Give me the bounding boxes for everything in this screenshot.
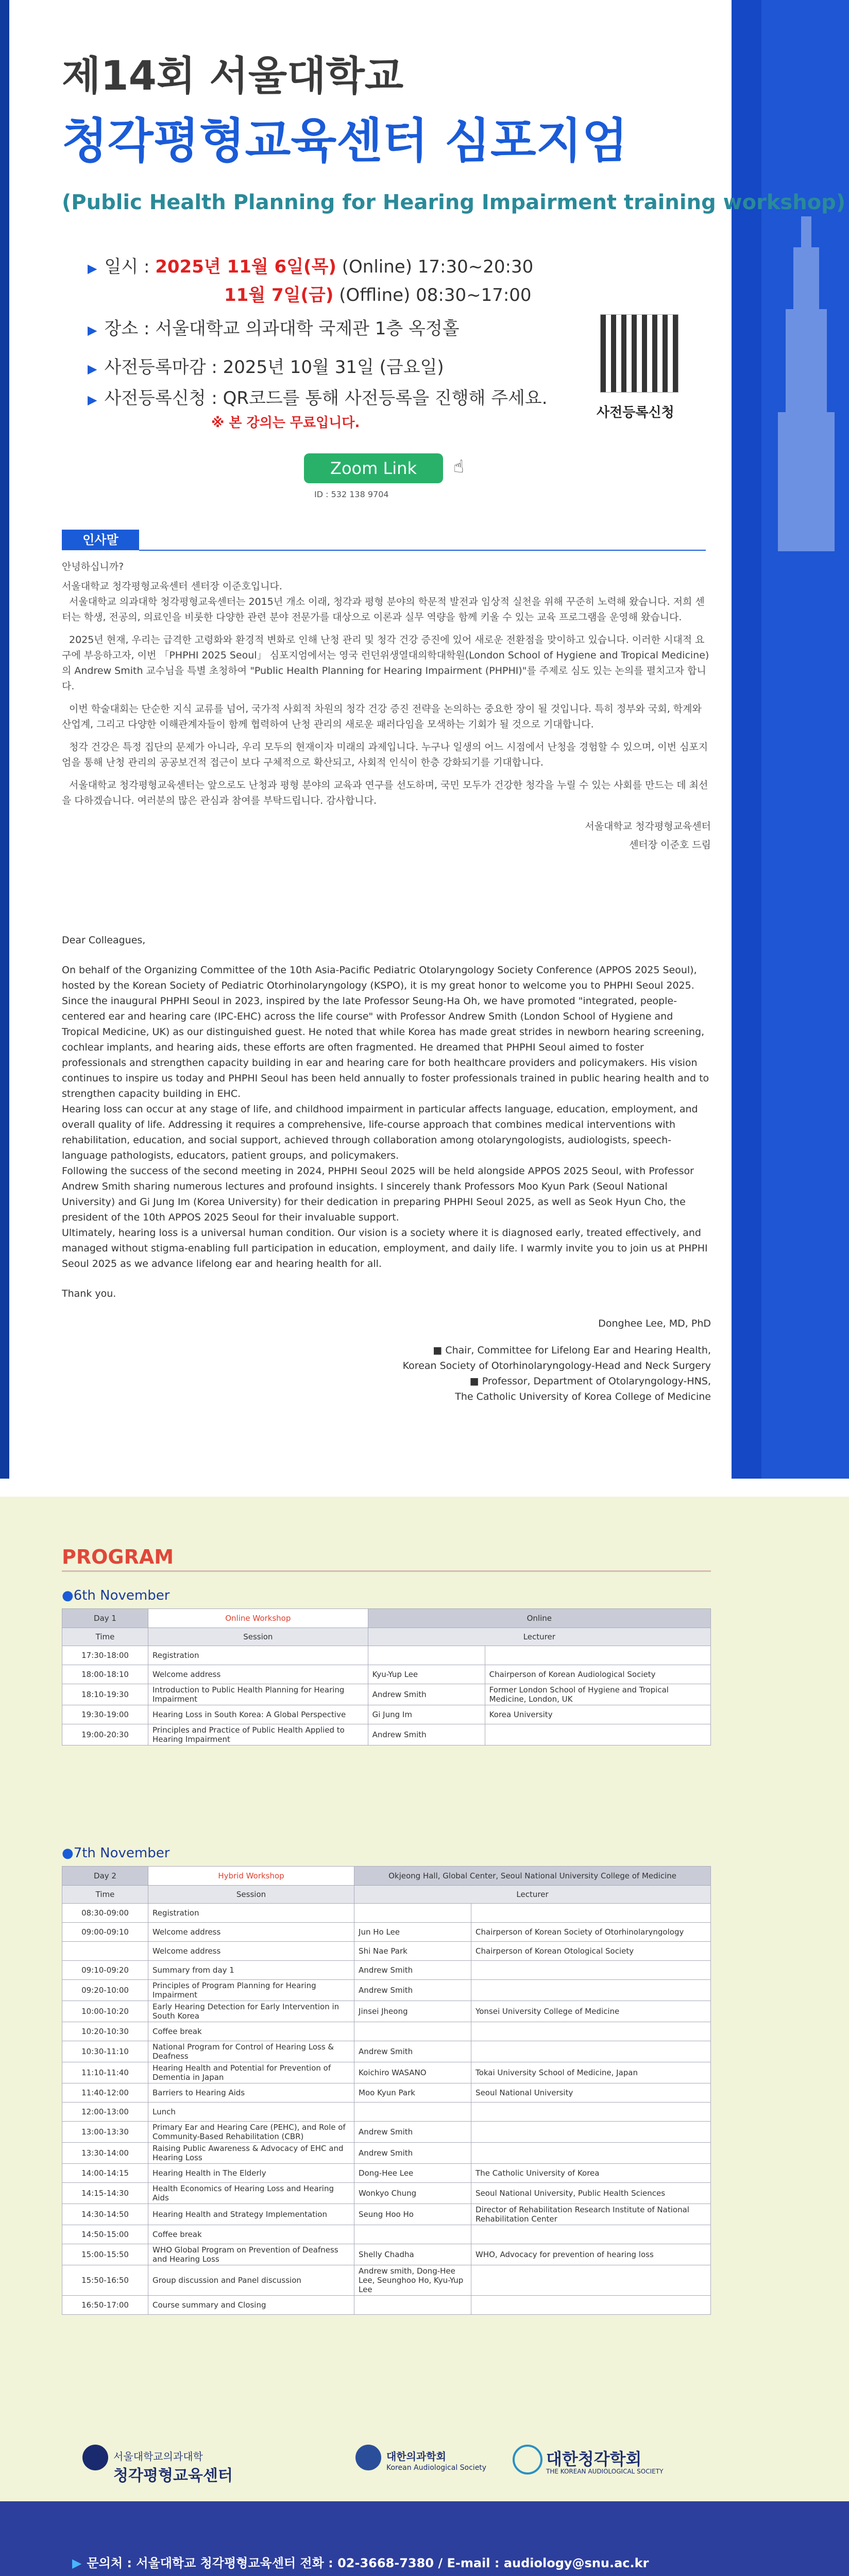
day2-label: Day 2: [62, 1867, 148, 1886]
subtitle: (Public Health Planning for Hearing Impairment training workshop): [62, 191, 846, 214]
table-row: [62, 1923, 711, 1942]
triangle-bullet-icon: ▶: [72, 2556, 82, 2570]
deadline-line: ▶ 사전등록마감 : 2025년 10월 31일 (금요일): [88, 357, 444, 378]
cell-time: 10:30-11:10: [62, 2041, 148, 2062]
cell-lecturer: Gi Jung Im: [368, 1705, 485, 1724]
table-row: [62, 1942, 711, 1961]
cell-time: 08:30-09:00: [62, 1904, 148, 1923]
day2-venue: Okjeong Hall, Global Center, Seoul National University College of Medicine: [354, 1867, 711, 1886]
free-note: ※ 본 강의는 무료입니다.: [211, 415, 360, 431]
cell-time: 14:15-14:30: [62, 2183, 148, 2204]
cell-lecturer: Andrew Smith: [354, 1961, 471, 1980]
day2-heading: ●7th November: [62, 1845, 170, 1861]
table-row: [62, 2001, 711, 2022]
title-line1: 제14회 서울대학교: [62, 53, 404, 99]
cell-affil: Director of Rehabilitation Research Institute of National Rehabilitation Center: [471, 2204, 711, 2225]
cell-lecturer: Andrew Smith: [354, 1980, 471, 2001]
circle-bullet-icon: ●: [62, 1588, 74, 1603]
cell-session: Barriers to Hearing Aids: [148, 2083, 354, 2103]
cell-time: 12:00-13:00: [62, 2103, 148, 2122]
cell-affil: Korea University: [485, 1705, 710, 1724]
cell-affil: [471, 2296, 711, 2315]
cell-time: 09:00-09:10: [62, 1923, 148, 1942]
cell-session: Group discussion and Panel discussion: [148, 2265, 354, 2296]
day1-label: Day 1: [62, 1609, 148, 1628]
cell-lecturer: Moo Kyun Park: [354, 2083, 471, 2103]
kma-logo-sub: Korean Audiological Society: [386, 2464, 487, 2472]
cell-time: 13:00-13:30: [62, 2122, 148, 2143]
cell-session: Registration: [148, 1904, 354, 1923]
kma-emblem-icon: [355, 2445, 381, 2470]
program-title: PROGRAM: [62, 1546, 174, 1568]
col-lecturer: Lecturer: [354, 1886, 711, 1904]
circle-bullet-icon: ●: [62, 1845, 74, 1861]
venue-line: ▶ 장소 : 서울대학교 의과대학 국제관 1층 옥정홀: [88, 318, 460, 339]
cell-affil: Seoul National University, Public Health Sciences: [471, 2183, 711, 2204]
cell-lecturer: [354, 2103, 471, 2122]
cell-time: 15:50-16:50: [62, 2265, 148, 2296]
cell-time: 14:00-14:15: [62, 2164, 148, 2183]
day2-mode: Hybrid Workshop: [148, 1867, 354, 1886]
cell-lecturer: Andrew Smith: [354, 2041, 471, 2062]
cell-affil: Chairperson of Korean Otological Society: [471, 1942, 711, 1961]
cell-time: 18:10-19:30: [62, 1684, 148, 1705]
snu-logo-main: 청각평형교육센터: [113, 2467, 233, 2485]
table-row: [62, 1724, 711, 1745]
cell-session: Registration: [148, 1646, 368, 1665]
zoom-id: ID : 532 138 9704: [314, 489, 389, 499]
cell-session: Early Hearing Detection for Early Intervention in South Korea: [148, 2001, 354, 2022]
zoom-link-button[interactable]: Zoom Link: [304, 453, 443, 483]
cell-affil: Seoul National University: [471, 2083, 711, 2103]
table-row: [62, 1961, 711, 1980]
cell-lecturer: [354, 2296, 471, 2315]
cell-time: 19:00-20:30: [62, 1724, 148, 1745]
cell-affil: [485, 1724, 710, 1745]
cell-time: 14:50-15:00: [62, 2225, 148, 2244]
table-row: [62, 2022, 711, 2041]
cell-session: Welcome address: [148, 1665, 368, 1684]
table-row: [62, 2164, 711, 2183]
greeting-korean: 안녕하십니까? 서울대학교 청각평형교육센터 센터장 이준호입니다. 서울대학교 의과대학 청각평형교육센터는 2015년 개소 이래, 청각과 평형 분야의 학문적 발전과 임상적 실천을 위해 꾸준히 노력해 왔습니다. 저희 센터는 학생, 전공의, 의료인을 비롯한 다양한 관련 분야 전문가를 대상으로 이론과 실무 역량을 함께 키울 수 있는 교육 프로그램을 운영해 왔습니다. 2025년 현재, 우리는 급격한 고령화와 환경적 변화로 인해 난청 관리 및 청각 건강 증진에 있어 새로운 전환점을 맞이하고 있습니다. 이러한 시대적 요구에 부응하고자, 이번 「PHPHI 2025 Seoul」 심포지엄에서는 영국 런던위생열대의학대학원(London School of Hygiene and Tropical Medicine)의 Andrew Smith 교수님을 특별 초청하여 "Public Health Planning for Hearing Impairment (PHPHI)"를 주제로 심도 있는 논의를 펼치고자 합니다. 이번 학술대회는 단순한 지식 교류를 넘어, 국가적 사회적 차원의 청각 건강 증진 전략을 논의하는 중요한 장이 될 것입니다. 특히 정부와 국회, 학계와 산업계, 그리고 다양한 이해관계자들이 함께 협력하여 난청 관리의 새로운 패러다임을 모색하는 기회가 될 것으로 기대합니다. 청각 건강은 특정 집단의 문제가 아니라, 우리 모두의 현재이자 미래의 과제입니다. 누구나 일생의 어느 시점에서 난청을 경험할 수 있으며, 이번 심포지엄을 통해 난청 관리의 공공보건적 접근이 보다 구체적으로 확산되고, 사회적 인식이 한층 강화되기를 기대합니다. 서울대학교 청각평형교육센터는 앞으로도 난청과 평형 분야의 교육과 연구를 선도하며, 국민 모두가 건강한 청각을 누릴 수 있는 사회를 만드는 데 최선을 다하겠습니다. 여러분의 많은 관심과 참여를 부탁드립니다. 감사합니다. 서울대학교 청각평형교육센터 센터장 이준호 드림: [62, 561, 711, 851]
cell-session: National Program for Control of Hearing Loss & Deafness: [148, 2041, 354, 2062]
title-line2: 청각평형교육센터 심포지엄: [62, 113, 628, 168]
table-row: [62, 2062, 711, 2083]
table-row: [62, 2183, 711, 2204]
cell-session: Primary Ear and Hearing Care (PEHC), and Role of Community-Based Rehabilitation (CBR): [148, 2122, 354, 2143]
cell-affil: [485, 1646, 710, 1665]
cell-lecturer: Kyu-Yup Lee: [368, 1665, 485, 1684]
cell-time: [62, 1942, 148, 1961]
kas-logo-main: 대한청각학회: [546, 2449, 642, 2469]
col-lecturer: Lecturer: [368, 1628, 710, 1646]
table-row: [62, 1705, 711, 1724]
cell-session: Welcome address: [148, 1923, 354, 1942]
cell-time: 10:20-10:30: [62, 2022, 148, 2041]
cell-time: 11:10-11:40: [62, 2062, 148, 2083]
col-session: Session: [148, 1628, 368, 1646]
cell-affil: Tokai University School of Medicine, Japan: [471, 2062, 711, 2083]
col-time: Time: [62, 1886, 148, 1904]
cell-affil: [471, 2143, 711, 2164]
cell-session: Hearing Health and Potential for Prevention of Dementia in Japan: [148, 2062, 354, 2083]
cell-affil: The Catholic University of Korea: [471, 2164, 711, 2183]
date-line-2: 11월 7일(금) (Offline) 08:30~17:00: [224, 285, 532, 306]
cell-affil: Chairperson of Korean Society of Otorhinolaryngology: [471, 1923, 711, 1942]
cell-lecturer: Andrew Smith: [368, 1724, 485, 1745]
cell-lecturer: Andrew Smith: [354, 2143, 471, 2164]
day1-heading: ●6th November: [62, 1588, 170, 1603]
cell-session: Hearing Loss in South Korea: A Global Perspective: [148, 1705, 368, 1724]
triangle-bullet-icon: ▶: [88, 261, 97, 276]
col-time: Time: [62, 1628, 148, 1646]
cell-affil: WHO, Advocacy for prevention of hearing loss: [471, 2244, 711, 2265]
cell-time: 09:20-10:00: [62, 1980, 148, 2001]
footer-host: [72, 2573, 504, 2576]
day2-table: [62, 1866, 711, 2315]
cell-lecturer: Koichiro WASANO: [354, 2062, 471, 2083]
table-row: [62, 2103, 711, 2122]
cell-affil: [471, 2103, 711, 2122]
greeting-divider: [139, 550, 706, 551]
day1-mode: Online Workshop: [148, 1609, 368, 1628]
cell-time: 13:30-14:00: [62, 2143, 148, 2164]
kma-logo-main: 대한의과학회: [386, 2450, 446, 2463]
table-row: [62, 2296, 711, 2315]
date-line-1: ▶ 일시 : 2025년 11월 6일(목) (Online) 17:30~20:30: [88, 257, 534, 277]
right-decor-panel: [732, 0, 849, 1479]
cell-lecturer: Wonkyo Chung: [354, 2183, 471, 2204]
table-row: [62, 1904, 711, 1923]
cell-affil: Chairperson of Korean Audiological Society: [485, 1665, 710, 1684]
cell-lecturer: Dong-Hee Lee: [354, 2164, 471, 2183]
cell-time: 14:30-14:50: [62, 2204, 148, 2225]
cell-lecturer: Shi Nae Park: [354, 1942, 471, 1961]
cell-session: Hearing Health and Strategy Implementation: [148, 2204, 354, 2225]
cell-time: 17:30-18:00: [62, 1646, 148, 1665]
table-row: [62, 2204, 711, 2225]
col-session: Session: [148, 1886, 354, 1904]
cell-affil: [471, 2041, 711, 2062]
day1-venue: Online: [368, 1609, 710, 1628]
registration-line: ▶ 사전등록신청 : QR코드를 통해 사전등록을 진행해 주세요.: [88, 388, 548, 409]
cell-session: Raising Public Awareness & Advocacy of EHC and Hearing Loss: [148, 2143, 354, 2164]
cell-affil: [471, 1961, 711, 1980]
table-row: [62, 1646, 711, 1665]
cell-session: Principles of Program Planning for Hearing Impairment: [148, 1980, 354, 2001]
qr-code-icon[interactable]: [600, 314, 678, 393]
cell-session: Coffee break: [148, 2225, 354, 2244]
qr-label: 사전등록신청: [597, 405, 674, 420]
footer-contact: ▶ 문의처 : 서울대학교 청각평형교육센터 전화 : 02-3668-7380 / E-mail : audiology@snu.ac.kr: [72, 2556, 649, 2570]
cell-lecturer: Shelly Chadha: [354, 2244, 471, 2265]
snu-emblem-icon: [82, 2445, 108, 2470]
cell-affil: [471, 2225, 711, 2244]
cell-time: 15:00-15:50: [62, 2244, 148, 2265]
cell-lecturer: Seung Hoo Ho: [354, 2204, 471, 2225]
cell-lecturer: Jun Ho Lee: [354, 1923, 471, 1942]
cell-session: Lunch: [148, 2103, 354, 2122]
table-row: [62, 2083, 711, 2103]
snu-logo-small: 서울대학교의과대학: [113, 2450, 203, 2463]
cell-affil: Former London School of Hygiene and Tropical Medicine, London, UK: [485, 1684, 710, 1705]
table-row: [62, 2041, 711, 2062]
table-row: [62, 1684, 711, 1705]
cell-lecturer: [354, 2225, 471, 2244]
cell-lecturer: Andrew smith, Dong-Hee Lee, Seunghoo Ho, Kyu-Yup Lee: [354, 2265, 471, 2296]
cell-affil: Yonsei University College of Medicine: [471, 2001, 711, 2022]
table-row: [62, 2122, 711, 2143]
cell-session: WHO Global Program on Prevention of Deafness and Hearing Loss: [148, 2244, 354, 2265]
triangle-bullet-icon: ▶: [88, 362, 97, 376]
tower-illustration-icon: [778, 216, 835, 551]
cell-affil: [471, 2122, 711, 2143]
program-divider: [62, 1570, 711, 1572]
cell-time: 11:40-12:00: [62, 2083, 148, 2103]
cell-affil: [471, 1904, 711, 1923]
cell-affil: [471, 1980, 711, 2001]
cell-lecturer: Andrew Smith: [354, 2122, 471, 2143]
table-row: [62, 2244, 711, 2265]
cell-lecturer: [354, 2022, 471, 2041]
cell-affil: [471, 2022, 711, 2041]
triangle-bullet-icon: ▶: [88, 393, 97, 407]
greeting-section-label: 인사말: [62, 530, 139, 550]
greeting-english: Dear Colleagues, On behalf of the Organizing Committee of the 10th Asia-Pacific Pediatric Otolaryngology Society Conference (APPOS 2025 Seoul), hosted by the Korean Society of Pediatric Otorhinolaryngology (KSPO), it is my great honor to welcome you to PHPHI Seoul 2025. Since the inaugural PHPHI Seoul in 2023, inspired by the late Professor Seung-Ha Oh, we have promoted "integrated, people-centered ear and hearing care (IPC-EHC) across the life course" with Professor Andrew Smith (London School of Hygiene and Tropical Medicine, UK) as our distinguished guest. He noted that while Korea has made great strides in newborn hearing screening, cochlear implants, and hearing aids, these efforts are often fragmented. He dreamed that PHPHI Seoul aimed to foster professionals and strengthen capacity building in ear and hearing care for both healthcare providers and policymakers. His vision continues to inspire us today and PHPHI Seoul has been held annually to foster professionals trained in public hearing health and to strengthen capacity building in EHC. Hearing loss can occur at any stage of life, and childhood impairment in particular affects language, education, employment, and overall quality of life. Addressing it requires a comprehensive, life-course approach that combines medical interventions with rehabilitation, education, and social support, achieved through collaboration among otolaryngologists, audiologists, speech-language pathologists, educators, patient groups, and policymakers. Following the success of the second meeting in 2024, PHPHI Seoul 2025 will be held alongside APPOS 2025 Seoul, with Professor Andrew Smith sharing numerous lectures and profound insights. I sincerely thank Professors Moo Kyun Park (Seoul National University) and Gi Jung Im (Korea University) for their dedication in preparing PHPHI Seoul 2025, as well as Seok Hyun Cho, the president of the 10th APPOS 2025 Seoul for their invaluable support. Ultimately, hearing loss is a universal human condition. Our vision is a society where it is diagnosed early, treated effectively, and managed without stigma-enabling full participation in education, employment, and daily life. I warmly invite you to join us at PHPHI Seoul 2025 as we advance lifelong ear and hearing health for all. Thank you. Donghee Lee, MD, PhD ■ Chair, Committee for Lifelong Ear and Hearing Health, Korean Society of Otorhinolaryngology-Head and Neck Surgery ■ Professor, Department of Otolaryngology-HNS, The Catholic University of Korea College of Medicine: [62, 935, 711, 1402]
kas-logo-sub: THE KOREAN AUDIOLOGICAL SOCIETY: [546, 2468, 664, 2475]
cell-lecturer: [368, 1646, 485, 1665]
cell-affil: [471, 2265, 711, 2296]
cell-lecturer: [354, 1904, 471, 1923]
day1-table: [62, 1608, 711, 1745]
cell-session: Hearing Health in The Elderly: [148, 2164, 354, 2183]
table-row: [62, 2143, 711, 2164]
pointer-hand-icon: ☝: [453, 456, 464, 477]
cell-session: Summary from day 1: [148, 1961, 354, 1980]
cell-session: Principles and Practice of Public Health Applied to Hearing Impairment: [148, 1724, 368, 1745]
cell-lecturer: Jinsei Jheong: [354, 2001, 471, 2022]
cell-time: 09:10-09:20: [62, 1961, 148, 1980]
table-row: [62, 2265, 711, 2296]
triangle-bullet-icon: ▶: [88, 323, 97, 337]
kas-emblem-icon: [513, 2445, 542, 2475]
table-row: [62, 2225, 711, 2244]
table-row: [62, 1980, 711, 2001]
cell-session: Welcome address: [148, 1942, 354, 1961]
cell-session: Introduction to Public Health Planning for Hearing Impairment: [148, 1684, 368, 1705]
cell-session: Course summary and Closing: [148, 2296, 354, 2315]
cell-time: 10:00-10:20: [62, 2001, 148, 2022]
left-decor-bar: [0, 0, 9, 1479]
cell-time: 16:50-17:00: [62, 2296, 148, 2315]
cell-lecturer: Andrew Smith: [368, 1684, 485, 1705]
cell-time: 18:00-18:10: [62, 1665, 148, 1684]
cell-time: 19:30-19:00: [62, 1705, 148, 1724]
table-row: [62, 1665, 711, 1684]
cell-session: Coffee break: [148, 2022, 354, 2041]
cell-session: Health Economics of Hearing Loss and Hearing Aids: [148, 2183, 354, 2204]
